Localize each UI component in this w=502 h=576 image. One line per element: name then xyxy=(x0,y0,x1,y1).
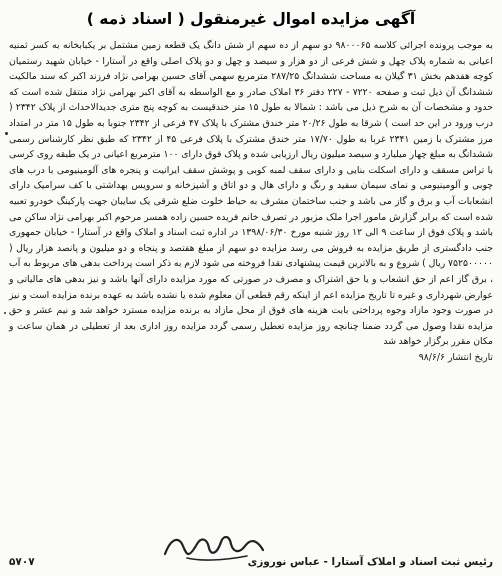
title-row xyxy=(9,4,493,34)
signatory-name: رئیس ثبت اسناد و املاک آستارا - عباس نوروزی xyxy=(247,556,493,568)
notice-title: آگهی مزایده اموال غیرمنقول ( اسناد ذمه ) xyxy=(86,10,416,28)
signature-area xyxy=(9,532,493,572)
notice-number: ۵۷۰۷ xyxy=(9,556,35,568)
notice-body: به موجب پرونده اجرائی کلاسه ۹۸۰۰۰۶۵ دو سهم از ده سهم از شش دانگ یک قطعه زمین مشتمل بر یکبابخانه به کسر ثمنیه اعیانی به شماره پلاک چهل و شش فرعی از دو هزار و سیصد و چهل و دو پلاک اصلی واقع در آستارا - خیابان شهید رستمیان کوچه هفدهم بخش ۳۱ گیلان به مساحت ششدانگ ۲۸۷/۲۵ مترمربع سهمی آقای حسین بهرامی نژاد فرزند اکبر که سند مالکیت ششدانگ آن ذیل ثبت و صفحه ۷۲۲۰ - ۲۲۷ دفتر ۳۶ املاک صادر و مع الواسطه به آقای اکبر بهرامی نژاد منتقل شده است که حدود و مشخصات آن به شرح ذیل می باشد : شمالا به طول ۱۵ متر خندقیست به کوچه پنج متری جدیدالاحداث از پلاک ۲۳۴۲ ( درب ورود در این حد است ) شرقا به طول ۲۰/۲۶ متر خندق مشترک با پلاک ۴۷ فرعی از ۲۳۴۲ جنوبا به طول ۱۵ متر در امتداد مرز مشترک با زمین ۲۳۴۱ غربا به طول ۱۷/۷۰ متر خندق مشترک با پلاک فرعی ۴۵ از ۲۳۴۲ که طبق نظر کارشناس رسمی ششدانگ به مبلغ چهار میلیارد و سیصد میلیون ریال ارزیابی شده و پلاک فوق دارای ۱۰۰ مترمربع اعیانی در یک طبقه روی کرسی با تراس مسقف و دارای اسکلت بنایی و دارای سقف لمبه کوبی و پوشش سقف ایرانیت و پنجره های آلومینیومی با درب های چوبی و آلومینیومی و نمای سیمان سفید و رنگ و دارای هال و دو اتاق و آشپزخانه و سرویس بهداشتی با کف سرامیک دارای انشعابات آب و برق و گاز می باشد و جنب ساختمان مشرف به حیاط خلوت ضلع شرقی یک سایبان جهت پارکینگ خودرو تعبیه شده است که برابر گزارش مامور اجرا ملک مزبور در تصرف خانم فریده حسین زاده همسر مرحوم اکبر بهرامی نژاد ساکن می باشد و پلاک فوق از ساعت ۹ الی ۱۲ روز شنبه مورخ ۱۳۹۸/۰۶/۳۰ در اداره ثبت اسناد و املاک واقع در آستارا - خیابان جمهوری جنب دادگستری از طریق مزایده به فروش می رسد مزایده دو سهم از مبلغ هفتصد و پنجاه و دو میلیون و پانصد هزار ریال ( ۷۵۲۵۰۰۰۰۰ ریال ) شروع و به بالاترین قیمت پیشنهادی نقدا فروخته می شود لازم به ذکر است پرداخت بدهی های مربوط به آب ، برق گاز اعم از حق انشعاب و یا حق اشتراک و مصرف در صورتی که مورد مزایده دارای آنها باشد و نیز بدهی های مالیاتی و عوارض شهرداری و غیره تا تاریخ مزایده اعم از اینکه رقم قطعی آن معلوم شده یا نشده باشد به عهده برنده مزایده است و نیز در صورت وجود مازاد وجوه پرداختی بابت هزینه های فوق از محل مازاد به برنده مزایده مسترد خواهد شد و نیم عشر و حق مزایده نقدا وصول می گردد ضمنا چنانچه روز مزایده تعطیل رسمی گردد مزایده روز اداری بعد از تعطیلی در همان ساعت و مکان مقرر برگزار خواهد شد xyxy=(9,40,493,348)
print-speck xyxy=(5,132,8,135)
print-speck xyxy=(4,312,6,314)
publication-date: تاریخ انتشار ۹۸/۶/۶ xyxy=(418,351,493,363)
